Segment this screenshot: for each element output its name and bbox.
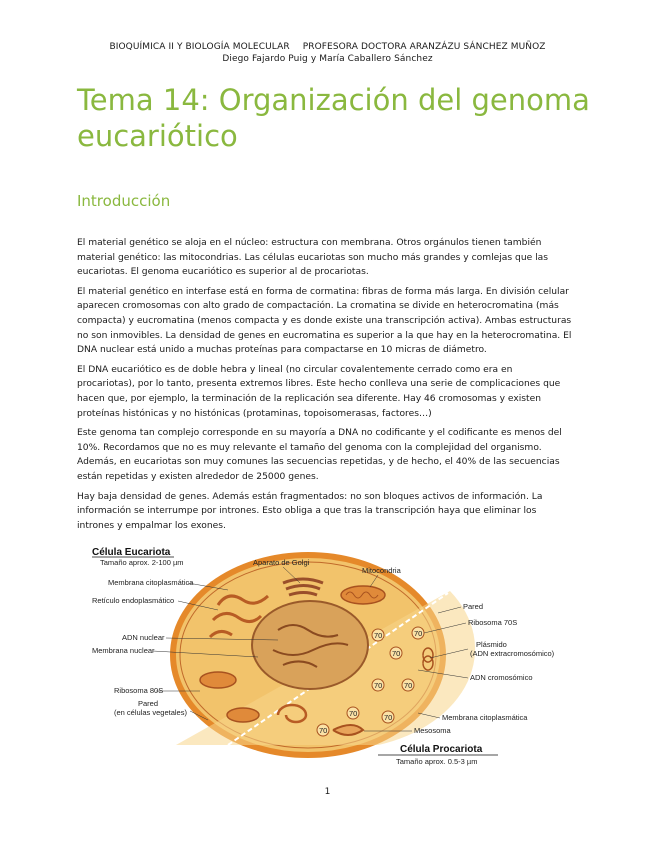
- cell-diagram: [78, 545, 578, 770]
- paragraph: El material genético en interfase está en forma de cormatina: fibras de forma más larga. En división celular aparecen cromosomas con alto grado de compactación. La cromatina se divide en heterocromatina (más compacta) y eucromatina (menos compacta y es donde existe una transcripción activa). Ambas estructuras no son inmovibles. La densidad de genes en eucromatina es superior a la que hay en la heterocromatina. El DNA nuclear está unido a muchas proteínas para compactarse en 10 micras de diámetro.: [77, 286, 572, 356]
- svg-text:70: 70: [374, 631, 383, 640]
- svg-text:70: 70: [384, 713, 393, 722]
- svg-text:Retículo endoplasmático: Retículo endoplasmático: [92, 596, 175, 605]
- svg-text:70: 70: [319, 726, 328, 735]
- eukaryote-title: Célula Eucariota: [92, 547, 171, 558]
- svg-text:Pared: Pared: [463, 602, 484, 611]
- svg-text:Plásmido: Plásmido: [476, 640, 507, 649]
- svg-text:Aparato de Golgi: Aparato de Golgi: [253, 558, 310, 567]
- svg-text:Tamaño aprox. 0.5-3 µm: Tamaño aprox. 0.5-3 µm: [396, 757, 478, 766]
- svg-text:(ADN extracromosómico): (ADN extracromosómico): [470, 649, 555, 658]
- svg-text:Célula Procariota: Célula Procariota: [400, 744, 483, 755]
- eukaryote-size: Tamaño aprox. 2-100 µm: [100, 558, 184, 567]
- authors: Diego Fajardo Puig y María Caballero Sánchez: [222, 54, 433, 64]
- svg-text:Membrana citoplasmática: Membrana citoplasmática: [108, 578, 194, 587]
- mitochondrion: [341, 586, 385, 604]
- nucleus: [252, 601, 368, 689]
- svg-text:Mitocondria: Mitocondria: [362, 566, 401, 575]
- svg-text:70: 70: [374, 681, 383, 690]
- svg-text:Ribosoma 80S: Ribosoma 80S: [114, 686, 164, 695]
- paragraph: Hay baja densidad de genes. Además están fragmentados: no son bloques activos de información. La información se interrumpe por intrones. Esto obliga a que tras la transcripción haya que eliminar los intrones y empalmar los exones.: [77, 491, 543, 531]
- prokaryote-title-box: [378, 744, 498, 766]
- course-name: BIOQUÍMICA II Y BIOLOGÍA MOLECULAR: [109, 42, 290, 52]
- svg-text:ADN cromosómico: ADN cromosómico: [470, 673, 533, 682]
- svg-text:(en células vegetales): (en células vegetales): [114, 708, 187, 717]
- svg-text:Mesosoma: Mesosoma: [414, 726, 451, 735]
- body-text: [77, 236, 572, 538]
- svg-text:Ribosoma 70S: Ribosoma 70S: [468, 618, 518, 627]
- page-title: Tema 14: Organización del genoma eucariótico: [77, 83, 590, 153]
- svg-text:ADN nuclear: ADN nuclear: [122, 633, 165, 642]
- paragraph: El DNA eucariótico es de doble hebra y lineal (no circular covalentemente cerrado como era en procariotas), por lo tanto, presenta extremos libres. Este hecho conlleva una serie de complicaciones que hacen que, por ejemplo, la terminación de la replicación sea diferente. Hay 46 cromosomas y existen proteínas histónicas y no histónicas (protaminas, topoisomerasas, factores…): [77, 364, 561, 419]
- svg-text:70: 70: [392, 649, 401, 658]
- svg-text:70: 70: [349, 709, 358, 718]
- page-number: 1: [324, 787, 331, 797]
- svg-text:Membrana nuclear: Membrana nuclear: [92, 646, 155, 655]
- svg-text:Membrana citoplasmática: Membrana citoplasmática: [442, 713, 528, 722]
- mitochondrion: [227, 708, 259, 722]
- cell-diagram-figure: [78, 545, 578, 770]
- svg-text:70: 70: [404, 681, 413, 690]
- mitochondrion: [200, 672, 236, 688]
- paragraph: Este genoma tan complejo corresponde en su mayoría a DNA no codificante y el codificante es menos del 10%. Recordamos que no es muy relevante el tamaño del genoma con la complejidad del organismo. Además, en eucariotas son muy comunes las secuencias repetidas, y de hecho, el 40% de las secuencias están repetidas y existen alrededor de 25000 genes.: [77, 428, 562, 482]
- teacher-name: PROFESORA DOCTORA ARANZÁZU SÁNCHEZ MUÑOZ: [302, 42, 546, 52]
- svg-text:Pared: Pared: [138, 699, 159, 708]
- page-header: [0, 41, 655, 65]
- section-heading: Introducción: [77, 192, 171, 210]
- svg-text:70: 70: [414, 629, 423, 638]
- paragraph: El material genético se aloja en el núcleo: estructura con membrana. Otros orgánulos tienen también material genético: las mitocondrias. Las células eucariotas son mucho más grandes y comlejas que las eucariotas. El genoma eucariótico es superior al de procariotas.: [77, 238, 548, 278]
